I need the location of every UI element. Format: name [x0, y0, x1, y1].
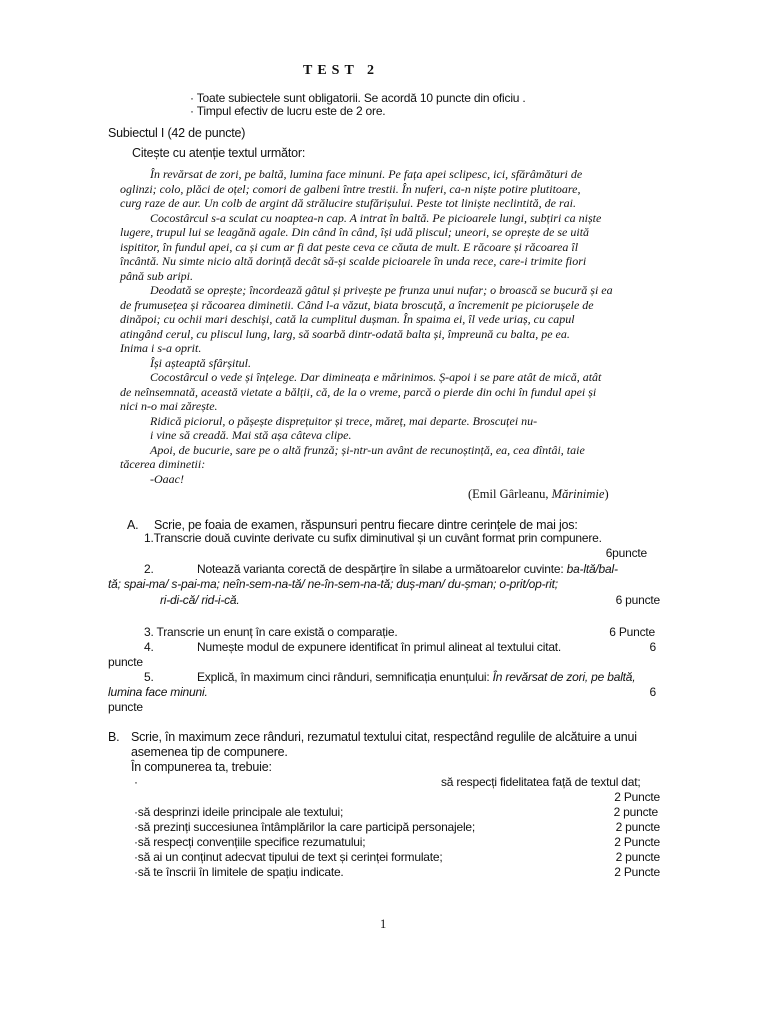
page-title: TEST 2	[303, 63, 380, 78]
text-line: Cocostârcul s-a sculat cu noaptea-n cap. A intrat în baltă. Pe picioarele lungi, subțiri ca niște	[150, 210, 602, 225]
attribution	[468, 487, 609, 502]
question-4-points: 6	[649, 640, 656, 654]
question-2-words-line2: tă; spai-ma/ s-pai-ma; neîn-sem-na-tă/ ne-în-sem-na-tă; duș-man/ du-șman; o-prit/op-rit;	[108, 577, 558, 591]
criterion-points: 2 puncte	[615, 850, 660, 864]
criterion-points: 2 Puncte	[614, 835, 660, 849]
question-5-quote-line2: lumina face minuni.	[108, 685, 208, 699]
text-line: Apoi, de bucurie, sare pe o altă frunză; și-ntr-un avânt de recunoștință, ea, cea dîntâi, taie	[150, 442, 585, 457]
criterion-item: ·să te înscrii în limitele de spațiu indicate.	[134, 865, 344, 879]
part-b-label: B.	[108, 730, 120, 744]
question-3: 3. Transcrie un enunț în care există o comparație.	[144, 625, 398, 639]
question-5-text: Explică, în maximum cinci rânduri, semnificația enunțului:	[197, 670, 493, 684]
part-b-intro-line3: În compunerea ta, trebuie:	[131, 760, 272, 774]
question-2-number: 2.	[144, 562, 154, 576]
question-2-words: ba-ltă/bal-	[566, 562, 618, 576]
text-line: Inima i s-a oprit.	[120, 341, 202, 355]
text-line: până sub aripi.	[120, 268, 194, 283]
question-5-points: 6	[649, 685, 656, 699]
attribution-author: (Emil Gârleanu,	[468, 487, 552, 501]
criterion-points: 2 Puncte	[614, 790, 660, 804]
criterion-points: 2 puncte	[613, 805, 658, 819]
question-5-number: 5.	[144, 670, 154, 684]
question-2-text: Notează varianta corectă de despărțire în silabe a următoarelor cuvinte:	[197, 562, 567, 576]
criterion-points: 2 Puncte	[614, 865, 660, 879]
text-line: tăcerea diminetii:	[120, 457, 206, 471]
text-line: i vine să creadă. Mai stă așa câteva clipe.	[150, 428, 352, 442]
criterion-item: ·să desprinzi ideile principale ale textului;	[134, 805, 344, 819]
criterion-item: ·să prezinți succesiunea întâmplărilor la care participă personajele;	[134, 820, 476, 834]
question-1-points: 6puncte	[605, 546, 647, 560]
text-line: Deodată se oprește; încordează gâtul și privește pe frunza unui nufar; o broască se bucură și ea	[150, 283, 613, 297]
question-5	[197, 670, 635, 684]
criterion-item: să respecți fidelitatea față de textul dat;	[441, 775, 641, 789]
text-line: încântă. Nu simte nicio altă dorință decât să-și scalde picioarele în unda rece, care-i trimite fiori	[120, 254, 587, 268]
criterion-points: 2 puncte	[615, 820, 660, 834]
question-3-points: 6 Puncte	[609, 625, 655, 639]
part-b-intro: Scrie, în maximum zece rânduri, rezumatul textului citat, respectând regulile de alcătuire a unui	[131, 730, 637, 744]
text-line: de frumusețea și răcoarea diminetii. Când l-a văzut, biata broscuță, a încremenit pe piciorușele de	[120, 297, 594, 312]
part-b-intro-line2: asemenea tip de compunere.	[131, 745, 288, 759]
attribution-close: )	[604, 487, 609, 501]
text-line: atingând cerul, cu pliscul lung, larg, să soarbă dintr-odată balta și, împreună cu balta, pe ea.	[120, 326, 570, 341]
question-4-points-unit: puncte	[108, 655, 143, 669]
subject-heading: Subiectul I (42 de puncte)	[108, 126, 246, 140]
question-4-number: 4.	[144, 640, 154, 654]
criterion-item: ·să ai un conținut adecvat tipului de text și cerinței formulate;	[134, 850, 443, 864]
question-2-words-line3: ri-di-că/ rid-i-că.	[160, 593, 240, 607]
rule-mandatory: · Toate subiectele sunt obligatorii. Se acordă 10 puncte din oficiu .	[190, 91, 526, 105]
attribution-title: Mărinimie	[551, 487, 605, 501]
text-line: nici n-o mai zărește.	[120, 399, 218, 413]
question-1: 1.Transcrie două cuvinte derivate cu sufix diminutival și un cuvânt format prin compunere.	[144, 531, 602, 545]
text-line: oglinzi; colo, plăci de oțel; comori de galbeni între trestii. În nuferi, ca-n niște potire plutitoare,	[120, 181, 581, 196]
criterion-item: ·să respecți convențiile specifice rezumatului;	[134, 835, 366, 849]
text-line: dinăpoi; cu ochii mari deschiși, cată la cumplitul dușman. În spaima ei, îl vede uriaș, cu capul	[120, 312, 575, 326]
text-line: lugere, trupul lui se leagănă agale. Din când în când, își udă pliscul; uneori, se oprește de se uită	[120, 225, 590, 239]
question-2	[197, 562, 618, 576]
question-5-points-unit: puncte	[108, 700, 143, 714]
text-line: Ridică piciorul, o pășește disprețuitor și trece, măreț, mai departe. Broscuței nu-	[150, 413, 538, 428]
question-5-quote: În revărsat de zori, pe baltă,	[492, 670, 636, 684]
text-line: -Oaac!	[150, 471, 184, 486]
part-a-label: A.	[127, 518, 139, 532]
part-a-intro: Scrie, pe foaia de examen, răspunsuri pentru fiecare dintre cerințele de mai jos:	[154, 518, 578, 532]
text-line: ispititor, în fundul apei, ca și cum ar fi dat peste ceva ce căuta de mult. E răcoare și răcoarea îl	[120, 239, 579, 254]
text-line: În revărsat de zori, pe baltă, lumina face minuni. Pe fața apei sclipesc, ici, sfărâmături de	[150, 167, 583, 181]
page-number: 1	[380, 917, 387, 931]
text-line: de neînsemnată, această vietate a bălții, că, de la o vreme, parcă o pierde din ochi în fundul apei și	[120, 384, 597, 399]
text-line: curg raze de aur. Un colb de argint dă strălucire stufărișului. Peste tot liniște neclintită, de rai.	[120, 196, 576, 210]
reading-instruction: Citește cu atenție textul următor:	[132, 146, 306, 160]
bullet-marker: ·	[134, 775, 138, 789]
rule-time: · Timpul efectiv de lucru este de 2 ore.	[190, 104, 386, 118]
text-line: Cocostârcul o vede și înțelege. Dar dimineața e mărinimos. Ș-apoi i se pare atât de mică, atât	[150, 370, 602, 384]
text-line: Își așteaptă sfârșitul.	[150, 355, 252, 370]
question-4-text: Numește modul de expunere identificat în primul alineat al textului citat.	[197, 640, 562, 654]
question-2-points: 6 puncte	[615, 593, 660, 607]
